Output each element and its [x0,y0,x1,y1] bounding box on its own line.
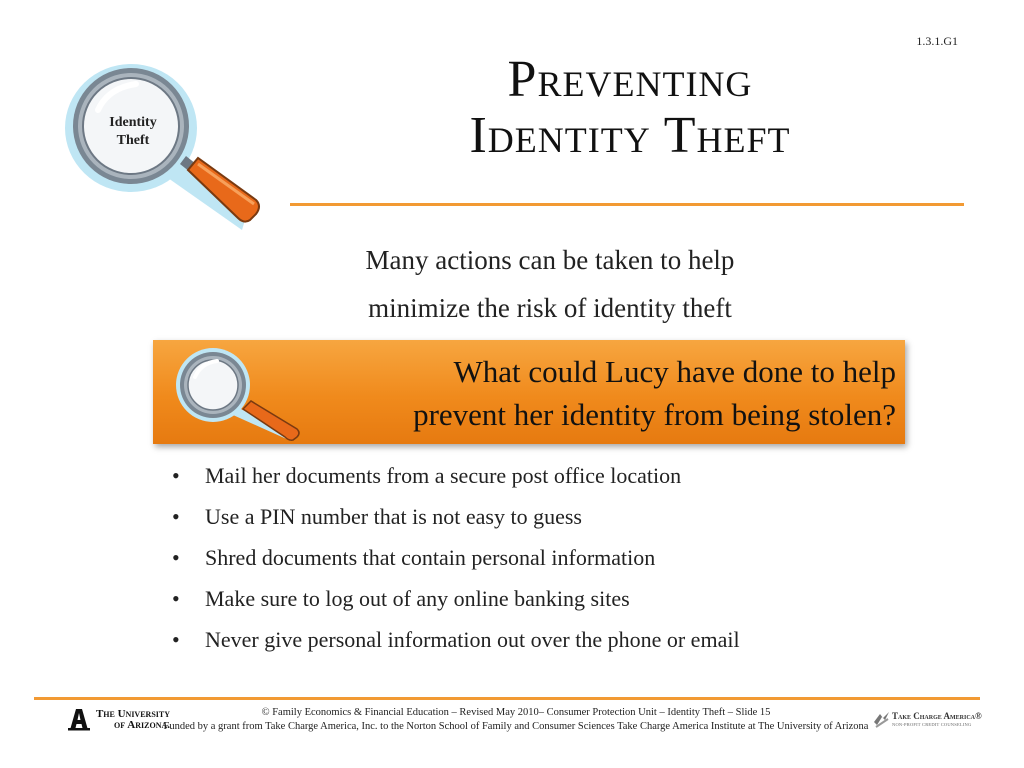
bullet-icon: • [172,545,180,570]
university-of-arizona-logo [68,707,168,735]
ua-logo-text [90,709,170,731]
bullet-icon: • [172,627,180,652]
list-item [170,496,890,537]
list-item [170,619,890,660]
magnifying-glass-small-icon [175,345,305,441]
prevention-list [170,455,890,660]
footer-line2: Funded by a grant from Take Charge America, Inc. to the Norton School of Family and Consumer Sciences Take Charge America Institute at The University of Arizona [163,721,869,732]
callout-line1: What could Lucy have done to help [453,354,896,389]
title-line1: Preventing [507,51,753,108]
list-item [170,455,890,496]
list-item-text: Use a PIN number that is not easy to guess [205,504,582,529]
tca-logo-name: Take Charge America® [892,711,982,721]
title-line2: Identity Theft [469,107,791,164]
list-item-text: Mail her documents from a secure post office location [205,463,682,488]
logo-label [92,114,174,150]
arizona-a-icon [68,707,90,731]
title-divider [290,203,964,206]
list-item-text: Make sure to log out of any online banking sites [205,586,630,611]
tca-logo-tagline: NON-PROFIT CREDIT COUNSELING [892,722,972,727]
footer-line1: © Family Economics & Financial Education – Revised May 2010– Consumer Protection Unit – Identity Theft – Slide 15 [261,707,771,718]
list-item [170,537,890,578]
ua-logo-line2: of Arizona. [114,719,170,731]
list-item-text: Never give personal information out over the phone or email [205,627,740,652]
slide-title [300,52,960,164]
list-item-text: Shred documents that contain personal information [205,545,656,570]
intro-line1: Many actions can be taken to help [365,245,735,275]
footer-credits [160,706,872,734]
callout-question [320,350,896,436]
bullet-icon: • [172,504,180,529]
intro-text [300,236,800,332]
intro-line2: minimize the risk of identity theft [368,293,732,323]
ua-logo-line1: The University [95,708,170,720]
footer-divider [34,697,980,700]
take-charge-america-logo [873,708,985,734]
bullet-icon: • [172,463,180,488]
callout-line2: prevent her identity from being stolen? [413,397,896,432]
logo-label-line2: Theft [116,133,150,148]
bullet-icon: • [172,586,180,611]
slide-code: 1.3.1.G1 [916,34,958,48]
tca-swoosh-icon [873,710,891,730]
list-item [170,578,890,619]
logo-label-line1: Identity [109,115,157,130]
